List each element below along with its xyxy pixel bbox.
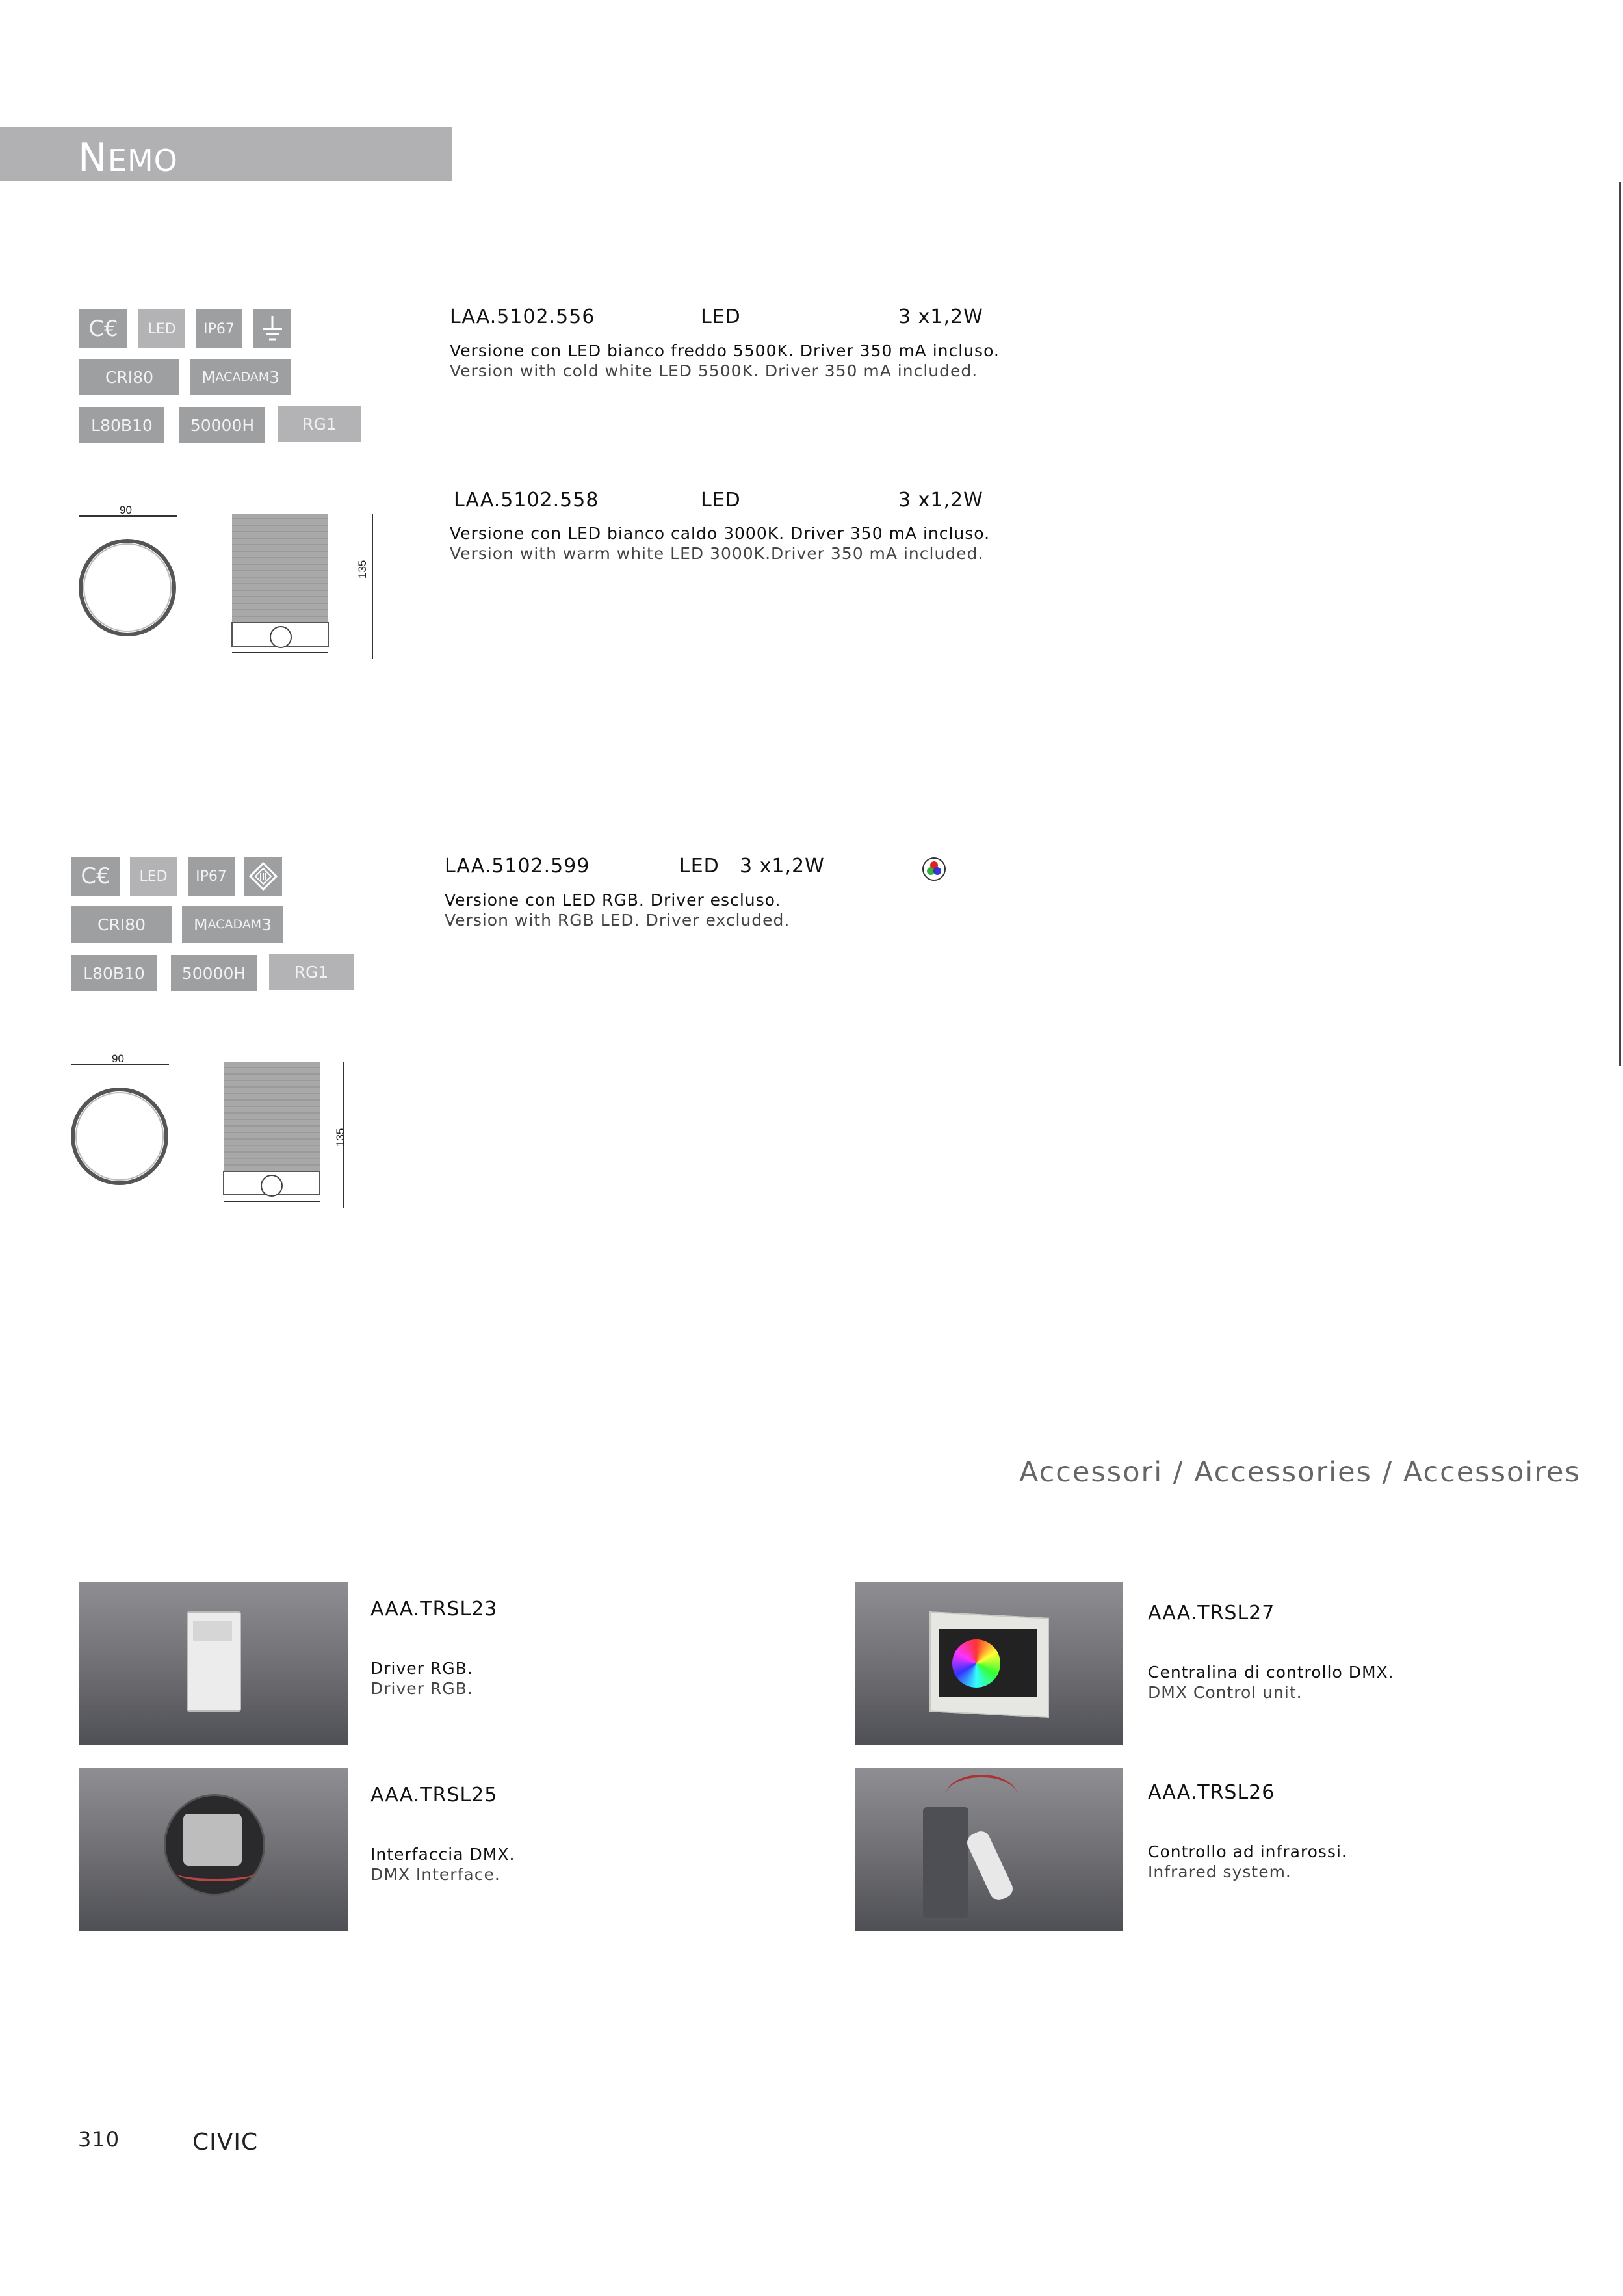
badge-cri80: CRI80 (79, 359, 179, 395)
badge-l80b10: L80B10 (79, 407, 164, 443)
accessory-desc-en: Infrared system. (1148, 1862, 1292, 1881)
accessory-code: AAA.TRSL25 (370, 1784, 498, 1807)
accessory-desc-en: Driver RGB. (370, 1679, 473, 1698)
accessory-desc-it: Centralina di controllo DMX. (1148, 1663, 1394, 1682)
badge-macadam3: M ACADAM 3 (190, 359, 291, 395)
product-type: LED (701, 489, 741, 512)
accessory-photo-infrared (855, 1768, 1123, 1931)
accessory-code: AAA.TRSL27 (1148, 1602, 1275, 1624)
product-desc-it: Versione con LED bianco caldo 3000K. Driver 350 mA incluso. (450, 524, 991, 543)
accessory-desc-en: DMX Interface. (370, 1865, 500, 1884)
accessory-desc-it: Interfaccia DMX. (370, 1845, 515, 1864)
product-type: LED (701, 306, 741, 328)
badge-led: LED (130, 857, 177, 896)
dimension-height: 135 (356, 560, 369, 579)
badge-ip67: IP67 (196, 309, 242, 348)
product-power: 3 x1,2W (898, 489, 983, 512)
accessory-photo-dmx-interface (79, 1768, 348, 1931)
ground-symbol-icon (253, 309, 291, 348)
accessories-title: Accessori / Accessories / Accessoires (1019, 1456, 1581, 1489)
ce-mark-icon: C€ (79, 309, 127, 348)
dimension-diameter: 90 (120, 504, 132, 516)
margin-rule (1619, 182, 1621, 1066)
badge-macadam3: M ACADAM 3 (182, 906, 283, 943)
dimension-height: 135 (334, 1128, 346, 1147)
product-power: 3 x1,2W (898, 306, 983, 328)
product-desc-en: Version with cold white LED 5500K. Driver 350 mA included. (450, 361, 978, 380)
lamp-drawing-svg (71, 512, 383, 662)
badge-cri80: CRI80 (71, 906, 172, 943)
page-number: 310 (78, 2127, 120, 2152)
accessory-code: AAA.TRSL23 (370, 1598, 498, 1621)
badge-ip67: IP67 (188, 857, 235, 896)
product-code: LAA.5102.558 (454, 489, 599, 512)
class-iii-symbol-icon (244, 857, 282, 896)
accessory-desc-it: Driver RGB. (370, 1659, 473, 1678)
lamp-drawing-svg (64, 1061, 363, 1210)
product-desc-en: Version with warm white LED 3000K.Driver 350 mA included. (450, 544, 984, 563)
product-code: LAA.5102.599 (445, 855, 590, 878)
accessory-desc-en: DMX Control unit. (1148, 1683, 1303, 1702)
product-desc-it: Versione con LED bianco freddo 5500K. Driver 350 mA incluso. (450, 341, 1000, 360)
badge-rg1: RG1 (278, 406, 361, 442)
accessory-photo-dmx-control (855, 1582, 1123, 1745)
product-code: LAA.5102.556 (450, 306, 595, 328)
badge-l80b10: L80B10 (71, 955, 157, 991)
rgb-icon (922, 857, 946, 881)
product-desc-it: Versione con LED RGB. Driver escluso. (445, 891, 781, 909)
brand-logo: CIVIC (192, 2129, 259, 2156)
badge-rg1: RG1 (269, 954, 354, 990)
product-type: LED (679, 855, 720, 878)
page-title: NEMO (78, 135, 178, 181)
accessory-desc-it: Controllo ad infrarossi. (1148, 1842, 1347, 1861)
ce-mark-icon: C€ (71, 857, 120, 896)
badge-led: LED (138, 309, 185, 348)
dimension-diameter: 90 (112, 1052, 124, 1065)
accessory-code: AAA.TRSL26 (1148, 1781, 1275, 1804)
header-bar (0, 127, 452, 181)
accessory-photo-driver (79, 1582, 348, 1745)
badge-50000h: 50000H (179, 407, 265, 443)
badge-50000h: 50000H (171, 955, 257, 991)
product-power: 3 x1,2W (740, 855, 825, 878)
product-desc-en: Version with RGB LED. Driver excluded. (445, 911, 790, 930)
